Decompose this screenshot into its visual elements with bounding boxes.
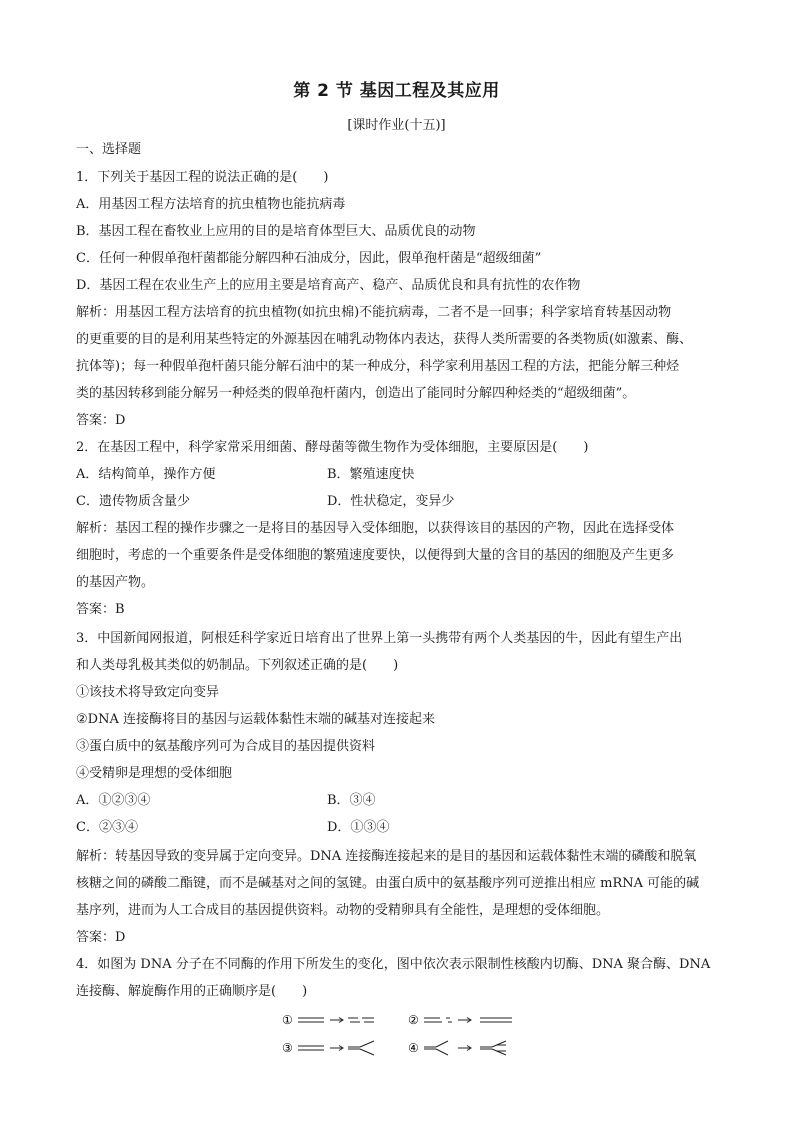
q1-option-d: D．基因工程在农业生产上的应用主要是培育高产、稳产、品质优良和具有抗性的农作物 — [76, 278, 581, 293]
q2-option-c: C．遗传物质含量少 — [76, 494, 190, 509]
q2-option-b: B．繁殖速度快 — [327, 467, 415, 482]
diagram-item-4 — [424, 1041, 506, 1055]
q2-option-d: D．性状稳定，变异少 — [327, 494, 455, 509]
q3-answer: 答案：D — [76, 930, 126, 945]
q1-answer: 答案：D — [76, 413, 126, 428]
q2-option-a: A．结构简单，操作方便 — [76, 467, 216, 482]
diagram-label-2: ② — [408, 1013, 419, 1027]
page-title: 第 2 节 基因工程及其应用 — [293, 81, 500, 101]
q2-stem: 2．在基因工程中，科学家常采用细菌、酵母菌等微生物作为受体细胞，主要原因是( ) — [76, 440, 589, 455]
q1-option-b: B．基因工程在畜牧业上应用的目的是培育体型巨大、品质优良的动物 — [76, 224, 476, 239]
q1-explanation-line: 解析：用基因工程方法培育的抗虫植物(如抗虫棉)不能抗病毒，二者不是一回事；科学家培育转基因动物 — [76, 305, 672, 320]
q1-option-a: A．用基因工程方法培育的抗虫植物也能抗病毒 — [76, 197, 346, 212]
q1-explanation-line: 抗体等)；每一种假单孢杆菌只能分解石油中的某一种成分，科学家利用基因工程的方法，把能分解三种烃 — [76, 359, 680, 374]
q2-answer: 答案：B — [76, 602, 125, 617]
section-heading: 一、选择题 — [76, 142, 142, 157]
q4-stem: 4．如图为 DNA 分子在不同酶的作用下所发生的变化，图中依次表示限制性核酸内切酶、DNA 聚合酶、DNA — [76, 957, 711, 972]
q3-statement-3: ③蛋白质中的氨基酸序列可为合成目的基因提供资料 — [76, 739, 376, 754]
q3-option-b: B．③④ — [327, 793, 376, 808]
diagram-item-2 — [424, 1018, 512, 1023]
q3-stem: 和人类母乳极其类似的奶制品。下列叙述正确的是( ) — [76, 658, 399, 673]
dna-enzyme-diagram — [280, 1008, 540, 1064]
q1-option-c: C．任何一种假单孢杆菌都能分解四种石油成分，因此，假单孢杆菌是“超级细菌” — [76, 251, 542, 266]
q1-stem: 1．下列关于基因工程的说法正确的是( ) — [76, 170, 329, 185]
diagram-item-1 — [298, 1018, 374, 1023]
q3-explanation-line: 解析：转基因导致的变异属于定向变异。DNA 连接酶连接起来的是目的基因和运载体黏性末端的磷酸和脱氧 — [76, 849, 697, 864]
q3-explanation-line: 基序列，进而为人工合成目的基因提供资料。动物的受精卵具有全能性，是理想的受体细胞。 — [76, 903, 610, 918]
q3-statement-2: ②DNA 连接酶将目的基因与运载体黏性末端的碱基对连接起来 — [76, 712, 435, 727]
q3-statement-1: ①该技术将导致定向变异 — [76, 685, 220, 700]
diagram-label-4: ④ — [408, 1041, 419, 1055]
q1-explanation-line: 的更重要的目的是利用某些特定的外源基因在哺乳动物体内表达，获得人类所需要的各类物质(如激素、酶、 — [76, 332, 693, 347]
diagram-item-3 — [298, 1041, 374, 1055]
q2-explanation-line: 解析：基因工程的操作步骤之一是将目的基因导入受体细胞，以获得该目的基因的产物，因此在选择受体 — [76, 521, 675, 536]
q1-explanation-line: 类的基因转移到能分解另一种烃类的假单孢杆菌内，创造出了能同时分解四种烃类的“超级细菌”。 — [76, 386, 636, 401]
q3-stem: 3．中国新闻网报道，阿根廷科学家近日培育出了世界上第一头携带有两个人类基因的牛，因此有望生产出 — [76, 631, 683, 646]
q2-explanation-line: 的基因产物。 — [76, 575, 155, 590]
q3-option-c: C．②③④ — [76, 820, 138, 835]
q3-option-d: D．①③④ — [327, 820, 390, 835]
diagram-label-1: ① — [282, 1013, 293, 1027]
diagram-label-3: ③ — [282, 1041, 293, 1055]
q4-stem: 连接酶、解旋酶作用的正确顺序是( ) — [76, 984, 308, 999]
q2-explanation-line: 细胞时，考虑的一个重要条件是受体细胞的繁殖速度要快，以便得到大量的含目的基因的细胞及产生更多 — [76, 548, 675, 563]
q3-explanation-line: 核糖之间的磷酸二酯键，而不是碱基对之间的氢键。由蛋白质中的氨基酸序列可逆推出相应 mRNA 可能的碱 — [76, 876, 700, 891]
page-subtitle: [课时作业(十五)] — [347, 118, 446, 133]
q3-statement-4: ④受精卵是理想的受体细胞 — [76, 766, 233, 781]
q3-option-a: A．①②③④ — [76, 793, 151, 808]
